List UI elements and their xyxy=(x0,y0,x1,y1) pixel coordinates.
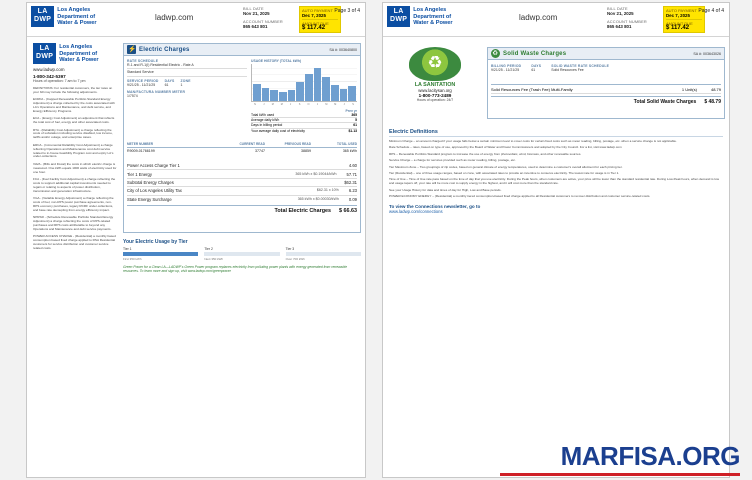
ladwp-badge-icon-2: LA DWP xyxy=(33,43,56,64)
usage-summary-value: 61 xyxy=(353,123,357,128)
meter-serial-value: 1/7574 xyxy=(127,94,138,99)
usage-summary-label: Total kWh used xyxy=(251,112,275,117)
electric-total-value: $ 66.63 xyxy=(339,207,357,214)
sanitation-phone: 1-800-773-2489 xyxy=(418,93,452,98)
days-label: DAYS xyxy=(164,78,175,83)
definition-paragraph: Tier (Residential) – one of three usage ranges, based on zone, with associated rates to provide an incentive to conserve electricity. The lowest rate for usage is in Tier 1. xyxy=(389,171,620,176)
sw-charge-label: Solid Resources Fee (Trash Fee) Multi-Family xyxy=(491,86,573,92)
meter-current-read: 37747 xyxy=(255,149,265,153)
bill-date-label-p4: BILL DATE xyxy=(607,6,628,11)
page-number-4: Page 4 of 4 xyxy=(698,8,724,14)
usage-bar xyxy=(279,92,287,101)
usage-bar xyxy=(314,68,322,101)
usage-history-chart xyxy=(251,59,357,133)
sanitation-website[interactable]: www.lacitysan.org xyxy=(418,88,452,93)
sw-charge-units: 1 Unit(s) xyxy=(681,86,697,92)
sw-total-label: Total Solid Waste Charges xyxy=(633,99,697,105)
account-number-label-p4: ACCOUNT NUMBER xyxy=(607,18,647,24)
sw-billing-period-value: 9/21/25 - 11/21/25 xyxy=(491,68,520,72)
usage-summary-label: Days in billing period xyxy=(251,123,283,128)
meter-col-previous: PREVIOUS READ xyxy=(284,142,311,146)
sw-days-label: DAYS xyxy=(531,64,542,68)
definition-paragraph: NPRSR - (Schedule Renewable Portfolio Standard Energy Adjustment) a charge reflecting the costs of RPS-related purchases and RPS costs attributable to beyond any Operations and Maintenance and debt service payments. xyxy=(33,215,114,232)
charge-amount: 0.09 xyxy=(348,196,357,202)
tier-item xyxy=(204,247,279,261)
bill-date-label: BILL DATE xyxy=(243,6,264,11)
usage-bar xyxy=(253,84,261,101)
meter-col-number: METER NUMBER xyxy=(127,142,154,146)
solid-waste-panel xyxy=(487,47,725,119)
header-bill-meta xyxy=(243,6,283,30)
electric-definitions-section xyxy=(389,129,723,214)
charge-amount: $62.31 xyxy=(344,179,357,185)
usage-bar xyxy=(348,86,356,101)
rate-type-value: Standard Service xyxy=(127,69,247,76)
usage-bar xyxy=(322,77,330,101)
sw-days-value: 61 xyxy=(531,68,536,72)
charge-amount: 57.71 xyxy=(346,171,357,177)
definition-paragraph: ERCA - (Incremental Reliability Cost Adjustment) a charge reflecting Operations and Maintenance cost debt service related to in-house feasibility Program cost and expiry LA's under-collections. xyxy=(33,142,114,159)
page3-header xyxy=(27,3,365,37)
tier-bar-track xyxy=(204,252,279,256)
electric-total-row xyxy=(127,205,357,214)
usage-summary-label: Your average daily cost of electricity xyxy=(251,128,305,133)
zone-label: ZONE xyxy=(180,78,191,83)
solid-waste-charges xyxy=(491,84,721,105)
rate-schedule-block xyxy=(127,59,247,99)
definitions-column xyxy=(33,43,117,255)
charge-amount: 6.23 xyxy=(348,188,357,194)
charge-detail: 365 kWh x $0.19044/kWh xyxy=(295,171,337,176)
watermark-underline xyxy=(500,473,740,476)
meter-total-used: 365 kWh xyxy=(342,149,357,153)
ladwp-logo xyxy=(31,6,97,27)
sw-charge-row xyxy=(491,84,721,94)
sw-billing-period-label: BILLING PERIOD xyxy=(491,64,522,68)
solid-waste-sa xyxy=(693,52,721,56)
sw-sa-value: 003643026 xyxy=(703,51,721,56)
tier-name: Tier 1 xyxy=(123,247,132,251)
page4-header xyxy=(383,3,729,37)
definition-paragraph: Time of Use – Time of Use rate pass based on the time of day that you use electricity. During the Peak hours, when customers are active, your price will be lower than the standard residential rate. During Low-Peak hours, when demand is low and usage tapers off, your rate will be more cost to supply energy in the highest, and it will cost more than the standard rate. xyxy=(389,177,719,186)
sw-rate-schedule-label: SOLID WASTE RATE SCHEDULE xyxy=(551,64,610,68)
sanitation-name: LA SANITATION xyxy=(414,82,456,88)
header-url[interactable]: ladwp.com xyxy=(155,13,194,22)
amount-due-value-p4: $ 117.42 xyxy=(666,25,690,31)
newsletter-line: To view the Connections newsletter, go to xyxy=(389,204,481,210)
ladwp-badge-icon-3: LA DWP xyxy=(387,6,410,27)
solid-waste-title: Solid Waste Charges xyxy=(503,50,567,57)
rate-schedule-value: R-1 and R-1(I) Residential Electric - Rate A xyxy=(127,63,247,69)
header-bill-meta-page4 xyxy=(607,6,647,30)
bill-page-3 xyxy=(26,2,366,478)
sanitation-hours: Hours of operation: 24/7 xyxy=(416,98,454,102)
amount-due-label-p4: AMOUNT DUE xyxy=(666,21,693,26)
green-power-note: Green Power for a Clean LA—LADWP's Green Power program replaces electricity from polluting power plants with energy generated from renewable resources. To learn more and sign up, visit www.ladwp.com/greenpower xyxy=(123,264,347,273)
ladwp-website[interactable]: www.ladwp.com xyxy=(33,66,65,72)
charge-row xyxy=(127,170,357,178)
tier-bars xyxy=(123,247,361,261)
charge-row xyxy=(127,196,357,203)
sa-label: SA #: xyxy=(329,47,338,52)
usage-bar xyxy=(262,88,270,101)
electric-panel-title: Electric Charges xyxy=(139,46,190,53)
account-number-label: ACCOUNT NUMBER xyxy=(243,18,283,24)
ladwp-logo-secondary xyxy=(33,43,117,64)
definition-paragraph: ECA - (Energy Cost Adjustment) an adjustment that reflects the total cost of fuel, energy and other associated costs. xyxy=(33,116,115,125)
charge-label: State Energy Surcharge xyxy=(127,196,172,202)
usage-by-tier-section xyxy=(123,239,361,273)
definition-paragraph: Minimum Charge – an amount charged if your usage falls below a certain minimum level to cover costs for certain fixed costs such as meter reading, billing, postage, etc. when a service change is not applicable. xyxy=(389,139,677,143)
sw-sa-label: SA #: xyxy=(693,51,702,56)
solid-waste-header xyxy=(488,48,724,60)
newsletter-url[interactable]: www.ladwp.com/connections xyxy=(389,209,443,215)
header-url-page4[interactable]: ladwp.com xyxy=(519,13,558,22)
tier-bar-track xyxy=(123,252,198,256)
definition-paragraph: Tier Maximum Zone – Two groupings of zip codes, based on general climate of energy temperatures, used to determine a customer's overall allotment for each pricing tier. xyxy=(389,164,623,169)
usage-summary-value: 5 xyxy=(355,118,357,123)
usage-summary-label: Average daily kWh xyxy=(251,118,280,123)
zone-value: 1 xyxy=(180,82,183,87)
meter-reading-table xyxy=(127,142,357,153)
amount-due-value: $ 117.42 xyxy=(302,25,326,31)
page-number-3: Page 3 of 4 xyxy=(334,8,360,14)
amount-due-label: AMOUNT DUE xyxy=(302,21,329,26)
leaf-icon xyxy=(491,49,500,58)
usage-summary-row xyxy=(251,129,357,133)
usage-history-title: USAGE HISTORY (TOTAL kWh) xyxy=(251,59,302,63)
recycle-icon xyxy=(409,47,461,81)
usage-bar xyxy=(331,85,339,101)
tier-detail: Over 700 kWh xyxy=(285,256,305,261)
electric-definitions-title: Electric Definitions xyxy=(389,129,438,135)
ladwp-phone: 1-800-342-5397 xyxy=(33,73,66,79)
meter-previous-read: 38859 xyxy=(301,149,311,153)
sw-rate-schedule-value: Solid Resources Fee xyxy=(551,68,584,72)
days-value: 61 xyxy=(164,82,169,87)
watermark-text: MARFISA.ORG xyxy=(560,441,740,471)
definition-paragraph: POWER ACCESS CHARGE - (Residential) a monthly based consumption based fixed charge applied to RSA Residential customers for service distribution and customer service related costs. xyxy=(33,234,116,251)
usage-history-plot xyxy=(251,64,357,102)
account-number-value-p4: 865 643 801 xyxy=(607,24,632,30)
sw-charge-amount: 48.79 xyxy=(710,86,721,92)
autopay-date-p4: Dec 7, 2025 xyxy=(666,13,690,18)
bill-date-value: Nov 21, 2025 xyxy=(243,11,270,17)
usage-bar xyxy=(270,90,278,101)
tier-detail: First 350 kWh xyxy=(123,256,142,261)
electric-service-address xyxy=(329,48,357,52)
usage-summary-value: $1.13 xyxy=(348,128,357,133)
charge-detail: 365 kWh x $0.00030/kWh xyxy=(297,196,339,201)
ladwp-wordmark-2: Los Angeles Department of Water & Power xyxy=(59,44,99,64)
charge-amount: 4.60 xyxy=(348,163,357,169)
charge-row xyxy=(127,162,357,170)
sw-total-value: $ 48.79 xyxy=(704,99,721,105)
charge-detail: $62.31 x 10% xyxy=(316,188,339,193)
sa-value: 003640800 xyxy=(339,47,357,52)
electric-bolt-icon xyxy=(127,45,136,54)
usage-bar xyxy=(305,74,313,101)
la-sanitation-block xyxy=(389,47,481,102)
usage-history-xaxis: N J M M J S N J M M J S xyxy=(254,102,354,106)
rate-schedule-label: RATE SCHEDULE xyxy=(127,59,159,63)
definition-paragraph: Rate Schedule – rates, based on type of use, approved by the Board of Water and Power Commissioners and adopted by the City Council. For a list, visit www.ladwp.com xyxy=(389,145,622,150)
ladwp-hours: Hours of operation: 7 am to 7 pm xyxy=(33,78,86,83)
bill-page-4 xyxy=(382,2,730,478)
meter-col-current: CURRENT READ xyxy=(239,142,265,146)
tier-bar-track xyxy=(286,252,361,256)
tier-name: Tier 2 xyxy=(204,247,213,251)
meter-number: R9009-01766199 xyxy=(127,149,155,153)
autopay-date: Dec 7, 2025 xyxy=(302,13,326,18)
definition-paragraph: POWER ECONOMY ENERGY – (Residential) a monthly tiered consumption-based fixed charge applied to all Residential customers to recover distribution and customer service-related costs. xyxy=(389,194,651,199)
electric-total-label: Total Electric Charges xyxy=(274,207,331,214)
charge-label: Tier 1 Energy xyxy=(127,171,152,177)
meter-serial-label: MAN/FACTURA NUMBER METER xyxy=(127,90,186,95)
usage-bar xyxy=(288,90,296,101)
charge-label: Power Access Charge Tier 1 xyxy=(127,163,180,169)
charge-row xyxy=(127,179,357,187)
tier-item xyxy=(123,247,198,261)
usage-history-bars xyxy=(253,64,356,101)
electric-charges-list xyxy=(127,162,357,214)
electric-charges-panel xyxy=(123,43,361,233)
solid-waste-total-row xyxy=(491,96,721,105)
tier-detail: Next 350 kWh xyxy=(204,256,224,261)
definition-paragraph: FCA - (Fuel Facility Cost Adjustment) a charge reflecting the costs to support additional capital investments needed to regain or relating to aspects of power distribution, transmission and generation infrastructure. xyxy=(33,177,116,193)
autopay-label-p4: AUTO PAYMENT xyxy=(666,8,697,13)
usage-summary-value: 365 xyxy=(351,112,357,117)
definition-paragraph: VGA - (Variable Energy Adjustment) a charge reflecting the costs of fuel, non-RPS power purchase agreements, non-RPS economy purchases, legacy RCRF under-collections, and base rate decoupling from energy efficiency impact. xyxy=(33,196,114,212)
bill-date-value-p4: Nov 21, 2025 xyxy=(607,11,634,17)
definition-paragraph: DEFINITIONS: For residential customers, the tier rates on your bill may include the following adjustments. xyxy=(33,85,113,94)
ladwp-wordmark: Los Angeles Department of Water & Power xyxy=(57,7,97,27)
charge-label: Subtotal Energy Charges xyxy=(127,179,174,185)
solid-waste-meta xyxy=(491,64,721,72)
usage-bar xyxy=(340,89,348,101)
charge-row xyxy=(127,187,357,195)
usage-bar xyxy=(296,82,304,101)
service-period-label: SERVICE PERIOD xyxy=(127,78,159,83)
meter-table-row xyxy=(127,148,357,153)
autopay-label: AUTO PAYMENT xyxy=(302,8,333,13)
charge-label: City of Los Angeles Utility Tax xyxy=(127,188,182,194)
usage-summary-col-prev: Prev yr xyxy=(345,108,357,113)
definition-paragraph: See your Usage History for data and times of day for High, Low and Base periods. xyxy=(389,187,502,192)
divider xyxy=(389,136,723,137)
meter-col-total: TOTAL USED xyxy=(336,142,357,146)
tier-name: Tier 3 xyxy=(285,247,295,251)
usage-by-tier-title: Your Electric Usage by Tier xyxy=(123,239,188,245)
electric-panel-header xyxy=(124,44,360,56)
definition-paragraph: VAVA - (Bills and Fiscal) the costs in which electric charge is measured. One kWh equals 1000 watts of electricity used for one hour. xyxy=(33,161,117,174)
definition-paragraph: RTA - (Reliability Cost Adjustment) a charge reflecting the costs of substation including service disabled, low income, tariffs and/or outage, and enterprise cases. xyxy=(33,127,113,140)
service-period-value: 9/21/25 - 11/21/25 xyxy=(127,82,156,87)
ladwp-logo-page4 xyxy=(387,6,453,27)
ladwp-badge-icon: LA DWP xyxy=(31,6,54,27)
ladwp-wordmark-3: Los Angeles Department of Water & Power xyxy=(413,7,453,27)
definition-paragraph: RPS – Renewable Portfolio Standard program to increase the use of energy from photovoltaic, wind, biomass, and other renewable sources. xyxy=(389,151,582,156)
tier-item xyxy=(286,247,361,261)
definition-paragraph: ECRFA - (Capped Renewable Portfolio Standard Energy Adjustment) a charge collected by the costs associated with LA's Operations and Maintenance, and debt service, and Energy Efficiency Programs. xyxy=(33,97,115,113)
account-number-value: 865 643 801 xyxy=(243,24,268,30)
definition-paragraph: Service Charge – a charge for services provided such as meter reading, billing, postage, etc. xyxy=(389,158,516,163)
usage-summary-table xyxy=(251,109,357,133)
